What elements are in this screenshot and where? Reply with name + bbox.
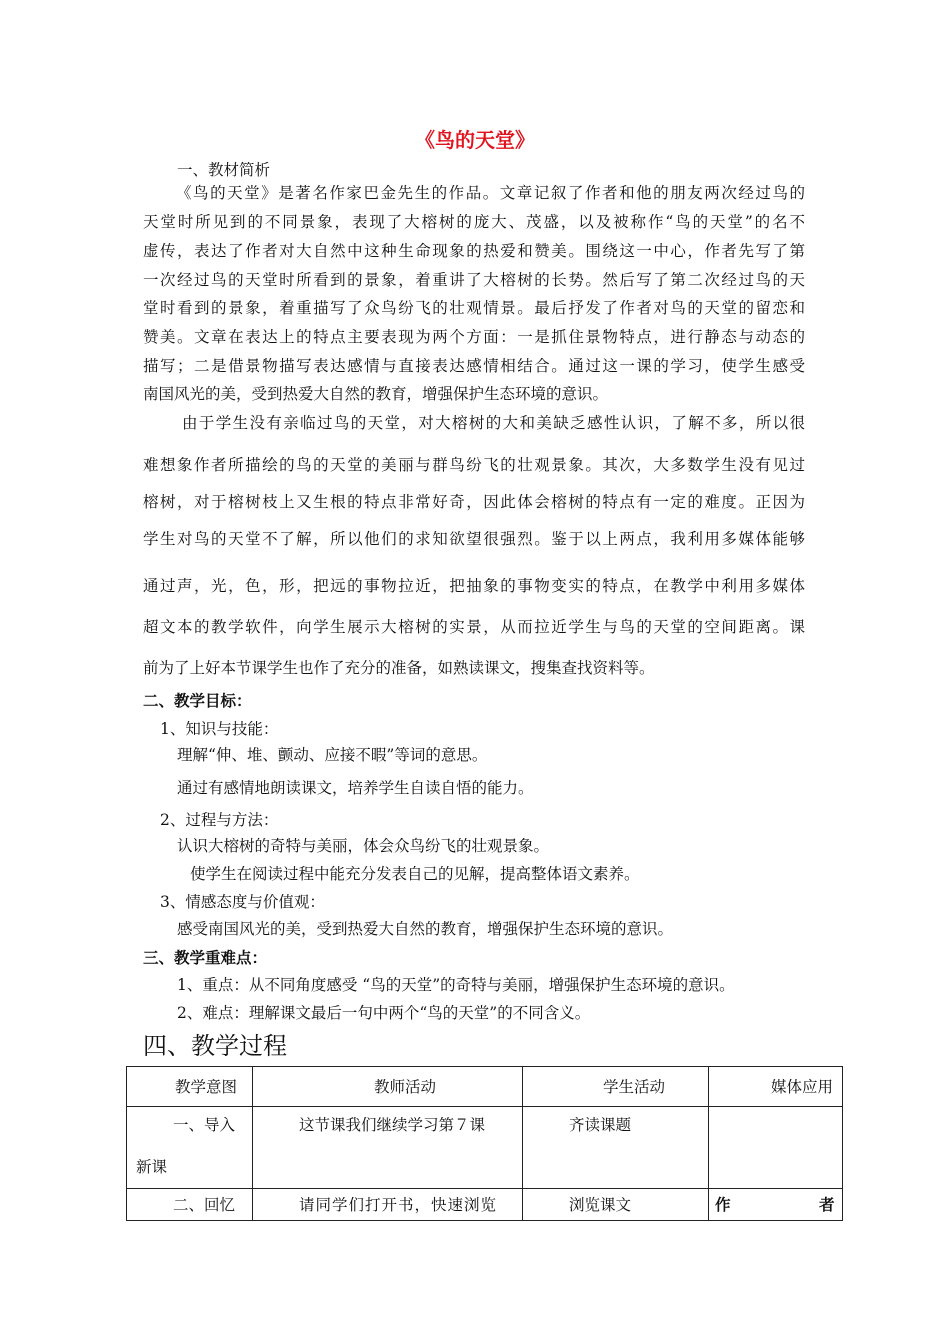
para1-line: 虚传，表达了作者对大自然中这种生命现象的热爱和赞美。围绕这一中心，作者先写了第 — [143, 242, 805, 260]
objective-process-heading: 2、过程与方法： — [160, 811, 279, 829]
table-cell: 者 — [819, 1196, 835, 1214]
para1-line: 天堂时所见到的不同景象，表现了大榕树的庞大、茂盛，以及被称作“鸟的天堂”的名不 — [143, 213, 805, 231]
objective-text: 使学生在阅读过程中能充分发表自己的见解，提高整体语文素养。 — [190, 865, 640, 883]
table-header-cell: 教师活动 — [374, 1078, 437, 1096]
para1-line: 《鸟的天堂》是著名作家巴金先生的作品。文章记叙了作者和他的朋友两次经过鸟的 — [176, 184, 805, 202]
table-header-cell: 媒体应用 — [771, 1078, 834, 1096]
para2-line: 由于学生没有亲临过鸟的天堂，对大榕树的大和美缺乏感性认识，了解不多，所以很 — [182, 414, 805, 432]
table-header-cell: 教学意图 — [175, 1078, 238, 1096]
objective-text: 认识大榕树的奇特与美丽，体会众鸟纷飞的壮观景象。 — [177, 837, 550, 855]
para1-line: 堂时看到的景象，着重描写了众鸟纷飞的壮观情景。最后抒发了作者对鸟的天堂的留恋和 — [143, 299, 805, 317]
objective-emotion-heading: 3、情感态度与价值观： — [160, 893, 325, 911]
table-row — [127, 1107, 843, 1189]
table-cell: 这节课我们继续学习第７课 — [299, 1116, 486, 1134]
key-point-text: 1、重点：从不同角度感受 “鸟的天堂”的奇特与美丽，增强保护生态环境的意识。 — [177, 976, 735, 994]
para2-line: 榕树，对于榕树枝上又生根的特点非常好奇，因此体会榕树的特点有一定的难度。正因为 — [143, 493, 805, 511]
section3-heading: 三、教学重难点： — [143, 949, 268, 967]
objective-text: 理解“伸、堆、颤动、应接不暇”等词的意思。 — [177, 746, 488, 764]
table-cell: 请同学们打开书，快速浏览 — [299, 1196, 498, 1214]
table-cell: 浏览课文 — [569, 1196, 632, 1214]
objective-text: 通过有感情地朗读课文，培养学生自读自悟的能力。 — [177, 779, 534, 797]
para1-line: 赞美。文章在表达上的特点主要表现为两个方面：一是抓住景物特点，进行静态与动态的 — [143, 328, 805, 346]
para2-line: 通过声，光，色，形，把远的事物拉近，把抽象的事物变实的特点，在教学中利用多媒体 — [143, 577, 805, 595]
para2-line: 超文本的教学软件，向学生展示大榕树的实景，从而拉近学生与鸟的天堂的空间距离。课 — [143, 618, 805, 636]
para1-line: 一次经过鸟的天堂时所看到的景象，着重讲了大榕树的长势。然后写了第二次经过鸟的天 — [143, 271, 805, 289]
section4-heading: 四、教学过程 — [143, 1032, 287, 1060]
table-cell: 作 — [715, 1196, 731, 1214]
teaching-process-table — [126, 1066, 843, 1221]
table-cell: 二、回忆 — [173, 1196, 236, 1214]
para2-line: 学生对鸟的天堂不了解，所以他们的求知欲望很强烈。鉴于以上两点，我利用多媒体能够 — [143, 530, 805, 548]
para1-line: 描写；二是借景物描写表达感情与直接表达感情相结合。通过这一课的学习，使学生感受 — [143, 357, 805, 375]
table-header-row — [127, 1067, 843, 1107]
para1-line: 南国风光的美，受到热爱大自然的教育，增强保护生态环境的意识。 — [143, 385, 609, 403]
table-cell: 齐读课题 — [569, 1116, 632, 1134]
objective-knowledge-heading: 1、知识与技能： — [160, 720, 279, 738]
document-title: 《鸟的天堂》 — [415, 128, 535, 152]
objective-text: 感受南国风光的美，受到热爱大自然的教育，增强保护生态环境的意识。 — [177, 920, 674, 938]
section2-heading: 二、教学目标： — [143, 692, 252, 710]
table-header-cell: 学生活动 — [603, 1078, 666, 1096]
section1-heading: 一、教材简析 — [177, 161, 271, 179]
para2-line: 前为了上好本节课学生也作了充分的准备，如熟读课文，搜集查找资料等。 — [143, 659, 655, 677]
para2-line: 难想象作者所描绘的鸟的天堂的美丽与群鸟纷飞的壮观景象。其次，大多数学生没有见过 — [143, 456, 805, 474]
table-cell: 新课 — [136, 1158, 168, 1176]
table-cell: 一、导入 — [173, 1116, 236, 1134]
table-row — [127, 1189, 843, 1221]
difficulty-text: 2、难点：理解课文最后一句中两个“鸟的天堂”的不同含义。 — [177, 1004, 591, 1022]
